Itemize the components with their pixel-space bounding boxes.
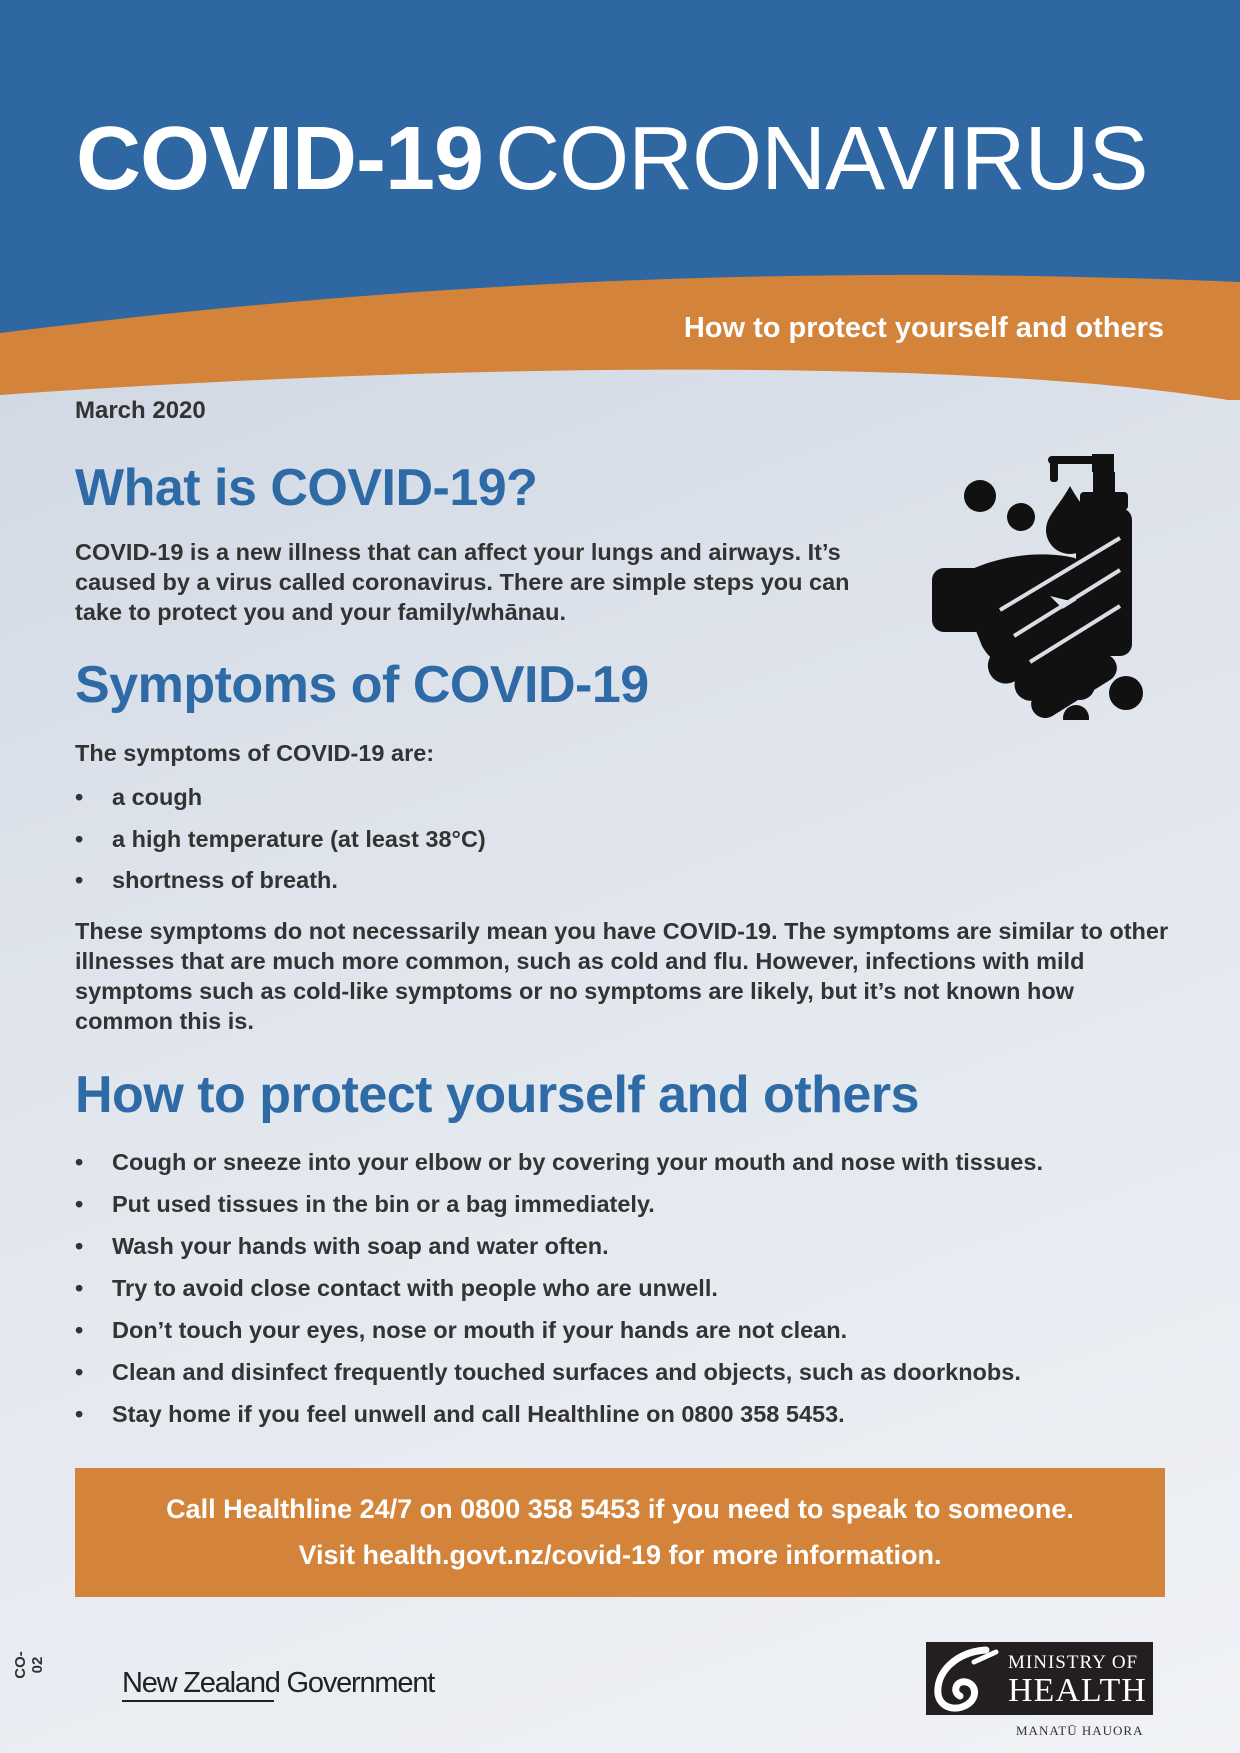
title-bold: COVID-19	[76, 109, 484, 209]
list-item: • a high temperature (at least 38°C)	[75, 819, 486, 861]
hand-washing-icon	[930, 450, 1180, 725]
page-title	[76, 108, 1148, 211]
callout-line-1: Call Healthline 24/7 on 0800 358 5453 if you need to speak to someone.	[166, 1494, 1074, 1524]
protect-list	[75, 1141, 1043, 1435]
ministry-of-health-logo	[926, 1642, 1153, 1715]
moh-maori-name: MANATŪ HAUORA	[1016, 1723, 1144, 1738]
nz-government-underline	[122, 1700, 274, 1702]
title-light: CORONAVIRUS	[495, 109, 1148, 209]
moh-line-2: HEALTH	[1008, 1672, 1147, 1709]
symptoms-note: These symptoms do not necessarily mean you have COVID-19. The symptoms are similar to other illnesses that are much more common, such as cold and flu. However, infections with mild symptoms such as cold-like symptoms or no symptoms are likely, but it’s not known how common this is.	[75, 918, 1169, 1034]
header-banner	[0, 0, 1240, 400]
symptoms-intro: The symptoms of COVID-19 are:	[75, 740, 435, 766]
nz-government-logo: New Zealand Government	[122, 1667, 435, 1699]
heading-what-is: What is COVID-19?	[75, 459, 538, 517]
list-item: • shortness of breath.	[75, 860, 486, 902]
symptoms-list	[75, 777, 486, 902]
header-subtitle: How to protect yourself and others	[683, 312, 1164, 344]
moh-line-1: MINISTRY OF	[1008, 1652, 1139, 1673]
list-item: • Stay home if you feel unwell and call Healthline on 0800 358 5453.	[75, 1393, 1043, 1435]
what-is-body: COVID-19 is a new illness that can affect your lungs and airways. It’s caused by a virus called coronavirus. There are simple steps you can take to protect you and your family/whānau.	[75, 539, 850, 625]
heading-protect: How to protect yourself and others	[75, 1066, 919, 1124]
list-item: • Try to avoid close contact with people who are unwell.	[75, 1267, 1043, 1309]
moh-koru-logo	[926, 1642, 1006, 1715]
document-code: CO-02	[12, 1651, 46, 1679]
list-item: • a cough	[75, 777, 486, 819]
healthline-callout	[75, 1468, 1165, 1597]
list-item: • Clean and disinfect frequently touched surfaces and objects, such as doorknobs.	[75, 1351, 1043, 1393]
list-item: • Don’t touch your eyes, nose or mouth if your hands are not clean.	[75, 1309, 1043, 1351]
heading-symptoms: Symptoms of COVID-19	[75, 656, 649, 714]
list-item: • Put used tissues in the bin or a bag immediately.	[75, 1183, 1043, 1225]
publish-date: March 2020	[75, 397, 206, 424]
callout-line-2: Visit health.govt.nz/covid-19 for more information.	[298, 1540, 942, 1570]
list-item: • Wash your hands with soap and water often.	[75, 1225, 1043, 1267]
list-item: • Cough or sneeze into your elbow or by covering your mouth and nose with tissues.	[75, 1141, 1043, 1183]
